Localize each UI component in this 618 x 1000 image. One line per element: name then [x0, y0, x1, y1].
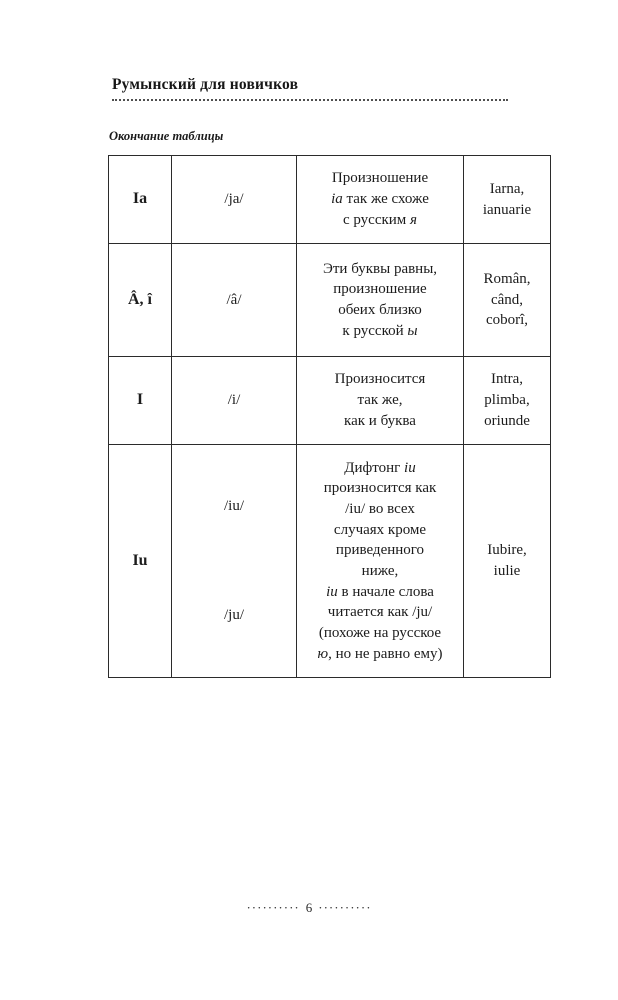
examples-cell: Iubire, iulie	[464, 445, 551, 678]
desc-text-segment: ю	[317, 645, 329, 662]
desc-text-segment: Произносится так же, как и буква	[334, 371, 426, 429]
footer-left-dots: ··········	[246, 900, 300, 915]
page-header	[112, 76, 508, 101]
desc-text-segment: ы	[407, 322, 418, 339]
pronunciation-cell: /ja/	[172, 156, 297, 244]
pronunciation-secondary: /ju/	[223, 607, 244, 623]
page-title: Румынский для новичков	[112, 76, 299, 93]
desc-text-segment: ia	[331, 191, 343, 208]
letter-cell: Iu	[109, 445, 172, 678]
pronunciation-stack	[180, 496, 288, 625]
examples-cell: Intra, plimba, oriunde	[464, 357, 551, 445]
desc-text-segment: произносится как /iu/ во всех случаях кроме приведенного ниже,	[323, 480, 437, 579]
description-cell	[297, 445, 464, 678]
description-cell	[297, 156, 464, 244]
table-row	[109, 244, 551, 357]
page-number: 6	[305, 900, 313, 915]
examples-cell: Iarna, ianuarie	[464, 156, 551, 244]
pronunciation-cell: /i/	[172, 357, 297, 445]
examples-cell: Român, când, coborî,	[464, 244, 551, 357]
desc-text-segment: я	[410, 211, 418, 228]
page-footer	[0, 900, 618, 916]
table-row	[109, 357, 551, 445]
desc-text-segment: так же схоже с русским	[342, 191, 429, 228]
footer-right-dots: ··········	[318, 900, 372, 915]
table-caption: Окончание таблицы	[109, 129, 224, 143]
desc-text-segment: Эти буквы равны, произношение обеих близко к русской	[322, 260, 438, 339]
pronunciation-primary: /iu/	[223, 498, 244, 515]
letter-cell: Â, î	[109, 244, 172, 357]
desc-text-segment: , но не равно ему)	[328, 645, 443, 662]
description-cell	[297, 357, 464, 445]
header-divider	[112, 99, 508, 101]
desc-text-segment: Произношение	[331, 170, 429, 187]
pronunciation-table	[108, 155, 551, 678]
letter-cell: Ia	[109, 156, 172, 244]
desc-text-segment: в начале слова читается как /ju/ (похоже на русское	[318, 583, 442, 642]
pronunciation-cell: /â/	[172, 244, 297, 357]
desc-text-segment: iu	[404, 459, 416, 476]
table-row	[109, 445, 551, 678]
letter-cell: I	[109, 357, 172, 445]
table-row	[109, 156, 551, 244]
desc-text-segment: Дифтонг	[344, 459, 405, 476]
description-cell	[297, 244, 464, 357]
desc-text-segment: iu	[326, 583, 338, 600]
pronunciation-cell	[172, 445, 297, 678]
